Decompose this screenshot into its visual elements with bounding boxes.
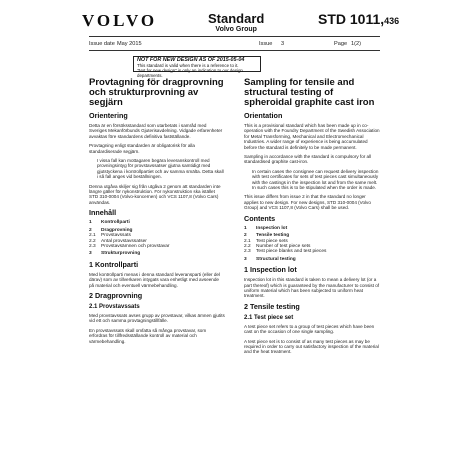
toc-num: 1 bbox=[89, 220, 92, 226]
english-orientation-heading: Orientation bbox=[244, 111, 283, 120]
toc-label: Antal provstavssatser bbox=[101, 238, 147, 244]
standard-number bbox=[318, 11, 399, 27]
swedish-paragraph-3: I vissa fall kan mottagaren begära leveranskontroll med provningsintyg för provstavssatser gjutna samtidigt med gjutstyckena i kontrollpartiet och av samma smälta. Detta skall i så fall anges vid beställningen. bbox=[97, 158, 224, 180]
toc-row bbox=[244, 257, 380, 262]
standard-title: Standard bbox=[208, 11, 265, 26]
header-rule-top bbox=[89, 36, 380, 37]
swedish-title: Provtagning för dragprovning och strukturprovning av segjärn bbox=[89, 77, 224, 108]
toc-label: Inspection lot bbox=[256, 225, 288, 231]
issue-date: May 2015 bbox=[117, 41, 142, 47]
english-paragraph-2: Sampling in accordance with the standard is compulsory for all standardised graphite cast-iron. bbox=[244, 154, 372, 165]
toc-label: Provstavsämnen och provstavar bbox=[101, 243, 170, 249]
issue-date-label: Issue date bbox=[89, 41, 115, 47]
toc-num: 3 bbox=[244, 256, 247, 262]
english-section-2-1-text-2: A test piece set is to consist of as many test pieces as may be required in order to carry out satisfactory inspection of the material and the heat treatment. bbox=[244, 338, 379, 355]
english-paragraph-1: This is a provisional standard which has been made up in co-operation with the Foundry Department of the Swedish Association for Metal Transforming, Mechanical and Electromechanical Industries. A wider range of experience is being accumulated before the standard is definitely to be made permanent. bbox=[244, 123, 380, 150]
toc-row bbox=[89, 244, 225, 249]
toc-row bbox=[244, 226, 380, 231]
english-toc bbox=[244, 226, 380, 262]
toc-num: 2.3 bbox=[244, 249, 251, 255]
swedish-contents-heading: Innehåll bbox=[89, 208, 117, 218]
standard-number-main: STD 1011, bbox=[318, 11, 385, 27]
english-contents-heading: Contents bbox=[244, 213, 276, 223]
swedish-section-1-heading: 1 Kontrollparti bbox=[89, 259, 139, 269]
toc-num: 1 bbox=[244, 225, 247, 231]
english-section-1-heading: 1 Inspection lot bbox=[244, 265, 297, 275]
english-section-2-heading: 2 Tensile testing bbox=[244, 301, 300, 311]
toc-num: 2.2 bbox=[89, 238, 96, 244]
toc-label: Kontrollparti bbox=[101, 220, 130, 226]
swedish-paragraph-4: Denna utgåva skiljer sig från utgåva 2 genom att standarden inte längre gäller för nykonstruktion. För nykonstruktion ska istället STD 310-0004 (Volvo-koncernen) och VCS 1107,8 (Volvo Cars) användas. bbox=[89, 183, 221, 205]
toc-label: Structural testing bbox=[256, 256, 296, 262]
notice-line-2: This standard is valid when there is a reference to it. bbox=[137, 63, 239, 68]
not-for-new-design-notice bbox=[133, 56, 261, 78]
toc-num: 2.1 bbox=[244, 238, 251, 244]
english-column bbox=[244, 78, 380, 359]
english-paragraph-3: In certain cases the consignee can request delivery inspection with test certificates for sets of test pieces cast simultaneously with the castings in the inspection lot and from the same melt. In such cases this is to be stipulated when the order is made. bbox=[252, 168, 379, 191]
toc-num: 2 bbox=[244, 233, 247, 239]
swedish-section-2-1-heading: 2.1 Provstavssats bbox=[89, 303, 140, 310]
page-label: Page bbox=[334, 41, 348, 47]
toc-label: Test piece blanks and test pieces bbox=[256, 249, 327, 255]
page-value: 1(2) bbox=[351, 41, 361, 47]
swedish-orientation-heading: Orientering bbox=[89, 111, 128, 120]
toc-label: Strukturprovning bbox=[101, 251, 141, 257]
standard-subtitle: Volvo Group bbox=[215, 26, 257, 33]
swedish-section-1-text: Med kontrollparti menas i denna standard leveransparti (eller del därav) som av tillverkaren intygats vara enhetligt med avseende på material och eventuell värmebehandling. bbox=[89, 271, 220, 288]
toc-num: 3 bbox=[89, 251, 92, 257]
toc-row bbox=[89, 220, 225, 225]
standard-title-block bbox=[208, 12, 264, 34]
header-rule-bottom bbox=[89, 50, 380, 51]
swedish-section-2-1-text-2: En provstavssats skall omfatta så många provstavar, som erfordras för tillfredsställande kontroll av material och värmebehandling. bbox=[89, 327, 207, 344]
toc-row bbox=[244, 249, 380, 254]
toc-label: Test piece sets bbox=[256, 238, 288, 244]
english-section-2-1-text: A test piece set refers to a group of test pieces which have been cast on the occasion of one single sampling. bbox=[244, 323, 375, 335]
toc-label: Tensile testing bbox=[256, 233, 290, 239]
swedish-column bbox=[89, 78, 225, 348]
swedish-paragraph-1: Detta är en försöksstandard som utarbetats i samråd med Sveriges Mekanförbunds Gjuterisavdelning. Vidgade erfarenheter avvaktas före standardens definitiva fastställande. bbox=[89, 123, 223, 139]
swedish-paragraph-2: Provtagning enligt standarden är obligatorisk för alla standardiserade segjärn. bbox=[89, 143, 195, 154]
toc-row bbox=[89, 251, 225, 256]
swedish-toc bbox=[89, 220, 225, 256]
english-title: Sampling for tensile and structural testing of spheroidal graphite cast iron bbox=[244, 77, 375, 108]
notice-line-1: NOT FOR NEW DESIGN AS OF 2015-05-04 bbox=[137, 57, 245, 63]
toc-num: 2.3 bbox=[89, 243, 96, 249]
english-paragraph-4: This issue differs from issue 2 in that the standard no longer applies to new design. For new designs, STD 310-0004 (Volvo Group) and VCS 1107,8 (Volvo Cars) shall be used. bbox=[244, 194, 371, 211]
english-section-2-1-heading: 2.1 Test piece set bbox=[244, 314, 294, 321]
volvo-logo: VOLVO bbox=[82, 11, 158, 30]
toc-label: Dragprovning bbox=[101, 227, 133, 233]
toc-num: 2.1 bbox=[89, 233, 96, 239]
standard-number-suffix: 436 bbox=[384, 16, 400, 26]
swedish-section-2-1-text: Med provstavssats avses grupp av provstavar, vilkas ämnen gjutits vid ett och samma provtagningstillfälle. bbox=[89, 312, 225, 324]
english-section-1-text: Inspection lot in this standard is taken to mean a delivery lot (or a part thereof) which is guaranteed by the manufacturer to consist of uniform material which has been subjected to uniform heat treatment. bbox=[244, 277, 380, 299]
toc-num: 2.2 bbox=[244, 243, 251, 249]
issue-value: 3 bbox=[281, 41, 285, 47]
toc-num: 2 bbox=[89, 227, 92, 233]
swedish-section-2-heading: 2 Dragprovning bbox=[89, 290, 143, 300]
issue-label: Issue bbox=[259, 41, 273, 47]
toc-label: Provstavssats bbox=[101, 233, 131, 239]
notice-line-3: "Not for new design" is only an indication to our design departments. bbox=[137, 68, 243, 78]
toc-label: Number of test piece sets bbox=[256, 243, 311, 249]
